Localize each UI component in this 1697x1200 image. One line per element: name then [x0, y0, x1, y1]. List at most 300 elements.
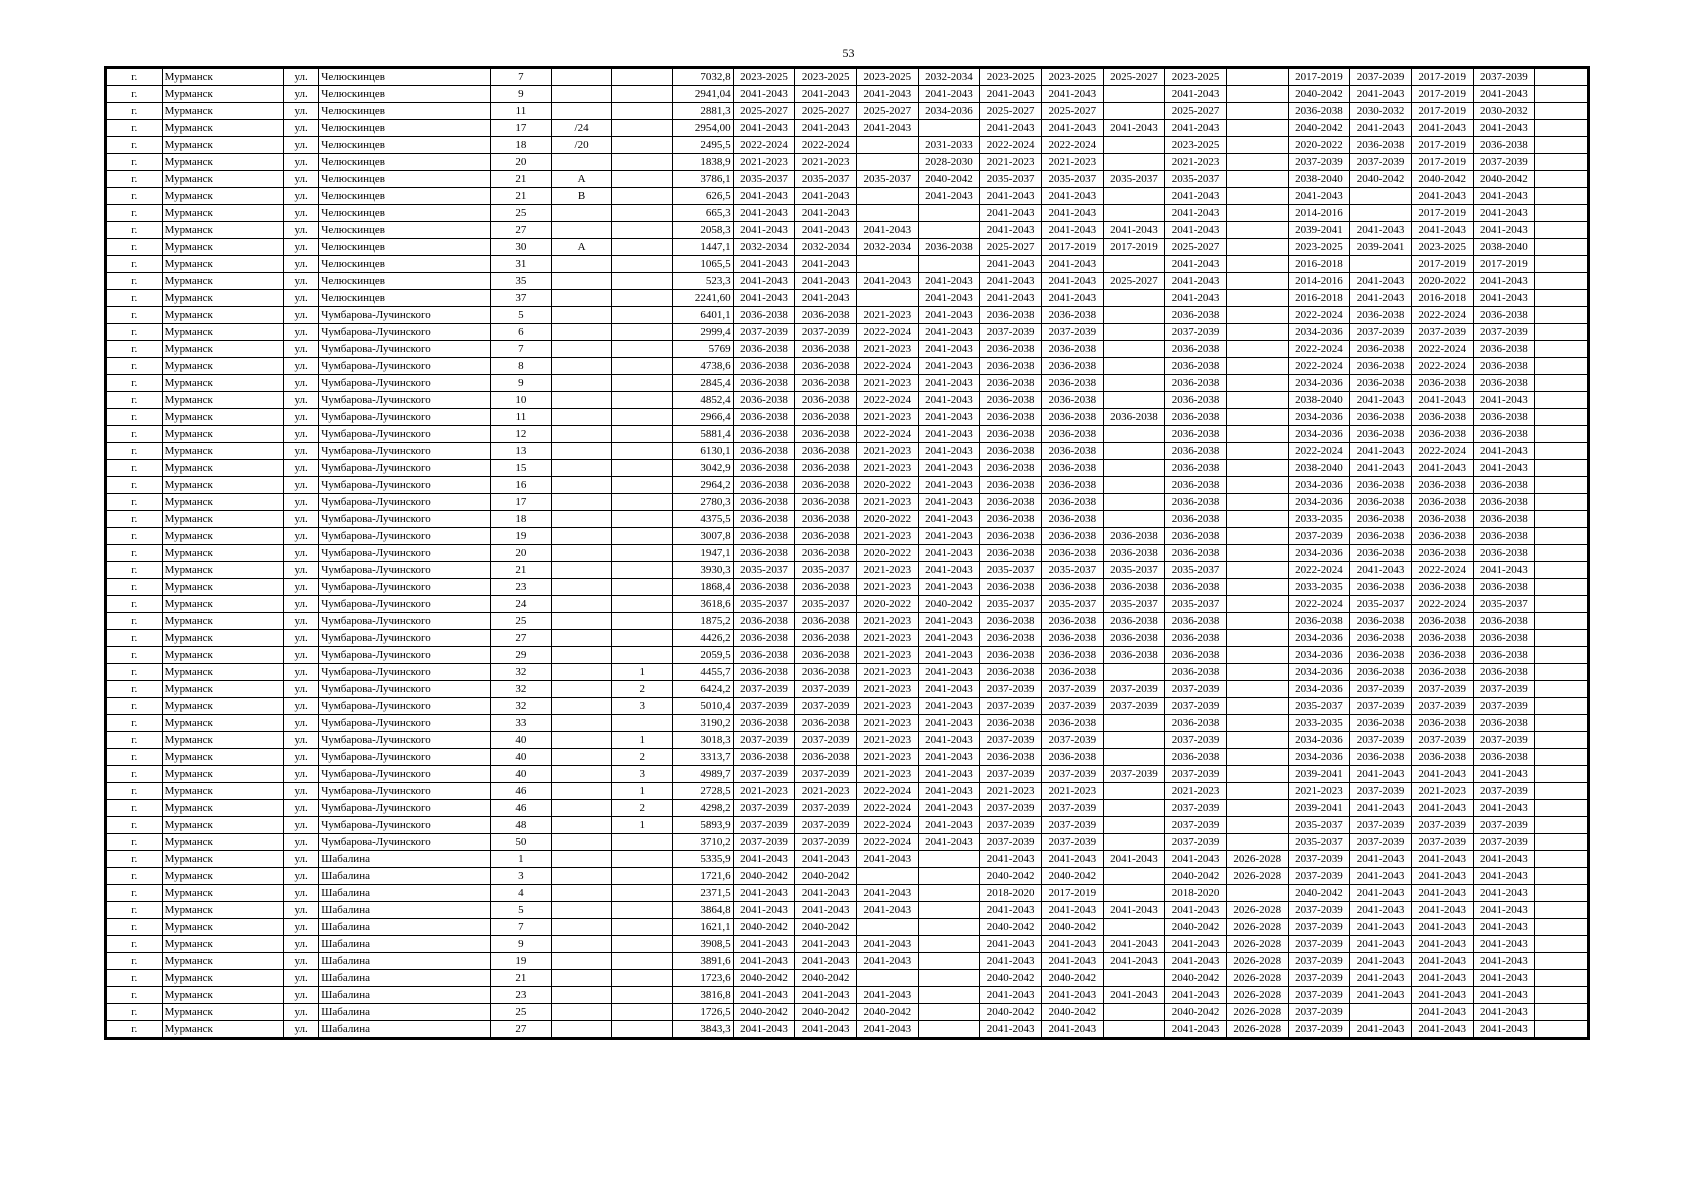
table-cell: ул.: [283, 171, 318, 188]
table-cell: 2037-2039: [1041, 681, 1103, 698]
table-cell: [1103, 511, 1165, 528]
table-cell: 2032-2034: [795, 239, 857, 256]
table-cell: Мурманск: [162, 477, 283, 494]
table-cell: 11: [491, 409, 552, 426]
table-cell: [1226, 205, 1288, 222]
table-cell: 2036-2038: [1411, 426, 1473, 443]
table-cell: 2041-2043: [918, 579, 980, 596]
table-row: [107, 324, 1588, 341]
table-cell: Челюскинцев: [319, 205, 491, 222]
table-cell-empty: [1535, 562, 1588, 579]
table-cell: 2728,5: [673, 783, 734, 800]
table-cell: ул.: [283, 902, 318, 919]
table-cell: 2036-2038: [795, 511, 857, 528]
table-cell-empty: [1535, 766, 1588, 783]
table-cell: Челюскинцев: [319, 171, 491, 188]
table-row: [107, 460, 1588, 477]
table-cell: ул.: [283, 392, 318, 409]
table-cell: [551, 749, 612, 766]
table-cell: 2036-2038: [980, 579, 1042, 596]
table-cell: [1103, 970, 1165, 987]
table-cell: г.: [107, 919, 163, 936]
table-cell: 2041-2043: [1473, 86, 1535, 103]
table-cell: ул.: [283, 358, 318, 375]
table-cell: 2040-2042: [1041, 919, 1103, 936]
table-cell: [551, 970, 612, 987]
table-cell: 2041-2043: [980, 902, 1042, 919]
table-cell: 2036-2038: [980, 613, 1042, 630]
table-cell: 2040-2042: [918, 596, 980, 613]
table-cell: 2036-2038: [733, 477, 795, 494]
table-cell: 2022-2024: [1411, 596, 1473, 613]
table-cell: 2036-2038: [980, 511, 1042, 528]
table-cell: [551, 715, 612, 732]
table-cell: Мурманск: [162, 613, 283, 630]
table-row: [107, 749, 1588, 766]
table-cell: 2036-2038: [1041, 613, 1103, 630]
table-cell: Шабалина: [319, 851, 491, 868]
table-cell: 1838,9: [673, 154, 734, 171]
table-cell: 2941,04: [673, 86, 734, 103]
table-cell: [551, 868, 612, 885]
table-cell: г.: [107, 630, 163, 647]
table-cell: [1226, 647, 1288, 664]
table-cell: 2025-2027: [980, 239, 1042, 256]
table-cell: Мурманск: [162, 205, 283, 222]
table-cell-empty: [1535, 1021, 1588, 1038]
table-cell-empty: [1535, 749, 1588, 766]
table-cell: [1350, 188, 1412, 205]
table-cell: 2041-2043: [1411, 188, 1473, 205]
table-cell: 2037-2039: [1473, 732, 1535, 749]
table-cell: [918, 205, 980, 222]
table-cell: Шабалина: [319, 970, 491, 987]
table-cell: 2022-2024: [1411, 443, 1473, 460]
table-cell: 2037-2039: [1165, 698, 1227, 715]
table-cell: Челюскинцев: [319, 86, 491, 103]
table-cell: 2034-2036: [1288, 630, 1350, 647]
table-cell: ул.: [283, 375, 318, 392]
table-cell: 7: [491, 341, 552, 358]
table-cell: 2041-2043: [918, 698, 980, 715]
table-cell: [1103, 324, 1165, 341]
table-cell: [918, 953, 980, 970]
table-cell: Мурманск: [162, 630, 283, 647]
table-cell: 2021-2023: [856, 562, 918, 579]
table-cell: 1: [612, 817, 673, 834]
table-cell: Мурманск: [162, 953, 283, 970]
table-cell: Мурманск: [162, 1004, 283, 1021]
table-cell-empty: [1535, 392, 1588, 409]
table-cell: 2041-2043: [856, 1021, 918, 1038]
table-cell: Мурманск: [162, 222, 283, 239]
table-cell: Мурманск: [162, 562, 283, 579]
table-cell: Мурманск: [162, 239, 283, 256]
table-cell: 2041-2043: [1473, 868, 1535, 885]
table-cell: [1103, 885, 1165, 902]
table-cell: 2040-2042: [1041, 1004, 1103, 1021]
table-cell: 2021-2023: [856, 375, 918, 392]
table-cell: 2040-2042: [1165, 1004, 1227, 1021]
table-cell-empty: [1535, 69, 1588, 86]
table-cell: Мурманск: [162, 358, 283, 375]
table-cell: [612, 188, 673, 205]
table-cell: Мурманск: [162, 902, 283, 919]
table-cell: Чумбарова-Лучинского: [319, 579, 491, 596]
table-cell-empty: [1535, 868, 1588, 885]
table-cell: 2035-2037: [1165, 562, 1227, 579]
table-cell: Чумбарова-Лучинского: [319, 528, 491, 545]
table-cell: 2025-2027: [1165, 239, 1227, 256]
table-cell: [1103, 205, 1165, 222]
table-cell: 2041-2043: [980, 936, 1042, 953]
table-cell: 2025-2027: [795, 103, 857, 120]
table-cell: 2371,5: [673, 885, 734, 902]
table-cell: 626,5: [673, 188, 734, 205]
table-cell: 2035-2037: [733, 596, 795, 613]
table-cell: 2036-2038: [1411, 630, 1473, 647]
table-cell: 2041-2043: [1165, 188, 1227, 205]
table-cell-empty: [1535, 953, 1588, 970]
table-cell: г.: [107, 936, 163, 953]
table-cell: 24: [491, 596, 552, 613]
table-cell: [551, 375, 612, 392]
table-cell: 4852,4: [673, 392, 734, 409]
table-cell: ул.: [283, 1021, 318, 1038]
table-cell: [551, 885, 612, 902]
table-cell: ул.: [283, 987, 318, 1004]
table-cell-empty: [1535, 613, 1588, 630]
table-cell-empty: [1535, 341, 1588, 358]
table-cell: 2041-2043: [1041, 205, 1103, 222]
table-cell: 2026-2028: [1226, 953, 1288, 970]
table-cell: /24: [551, 120, 612, 137]
table-row: [107, 834, 1588, 851]
table-cell: 2041-2043: [733, 205, 795, 222]
table-cell: 2032-2034: [733, 239, 795, 256]
table-cell: ул.: [283, 732, 318, 749]
table-cell: ул.: [283, 885, 318, 902]
table-cell: [1226, 341, 1288, 358]
table-cell: 2036-2038: [1411, 647, 1473, 664]
table-cell: 2020-2022: [1411, 273, 1473, 290]
table-cell: 2036-2038: [795, 494, 857, 511]
table-cell: Мурманск: [162, 103, 283, 120]
table-cell: 2041-2043: [1103, 222, 1165, 239]
table-row: [107, 1004, 1588, 1021]
table-cell: г.: [107, 239, 163, 256]
table-cell: 9: [491, 936, 552, 953]
table-cell: г.: [107, 681, 163, 698]
table-cell: 2041-2043: [1473, 902, 1535, 919]
table-cell: 2037-2039: [980, 817, 1042, 834]
table-cell: 13: [491, 443, 552, 460]
table-cell: г.: [107, 86, 163, 103]
table-cell: 2035-2037: [1103, 562, 1165, 579]
table-cell: 2036-2038: [733, 460, 795, 477]
table-cell: [551, 1021, 612, 1038]
table-cell: 2040-2042: [795, 868, 857, 885]
table-cell: 30: [491, 239, 552, 256]
table-cell: 2040-2042: [856, 1004, 918, 1021]
table-cell: 2036-2038: [1473, 426, 1535, 443]
table-cell: [918, 936, 980, 953]
table-cell: г.: [107, 324, 163, 341]
table-cell-empty: [1535, 1004, 1588, 1021]
table-cell: [612, 256, 673, 273]
table-cell: 2881,3: [673, 103, 734, 120]
table-cell-empty: [1535, 698, 1588, 715]
table-cell: 2034-2036: [1288, 664, 1350, 681]
table-cell: [551, 358, 612, 375]
table-cell: 2037-2039: [1165, 766, 1227, 783]
table-cell: 3313,7: [673, 749, 734, 766]
table-cell: 2041-2043: [856, 120, 918, 137]
table-cell: Мурманск: [162, 324, 283, 341]
table-row: [107, 290, 1588, 307]
table-cell: г.: [107, 460, 163, 477]
table-cell: 2022-2024: [1288, 443, 1350, 460]
table-cell: ул.: [283, 613, 318, 630]
table-cell: [1226, 171, 1288, 188]
table-cell: 2036-2038: [1041, 460, 1103, 477]
table-cell: Мурманск: [162, 460, 283, 477]
table-cell-empty: [1535, 800, 1588, 817]
table-cell: 2780,3: [673, 494, 734, 511]
table-cell: 2041-2043: [918, 800, 980, 817]
table-cell: 2041-2043: [1350, 562, 1412, 579]
table-cell: 2021-2023: [1041, 783, 1103, 800]
table-cell: 2041-2043: [856, 222, 918, 239]
table-cell-empty: [1535, 409, 1588, 426]
table-cell: 2041-2043: [1041, 222, 1103, 239]
table-cell: Мурманск: [162, 1021, 283, 1038]
table-cell: 2037-2039: [1411, 698, 1473, 715]
table-cell: [612, 205, 673, 222]
table-cell-empty: [1535, 647, 1588, 664]
table-cell: Чумбарова-Лучинского: [319, 698, 491, 715]
table-cell: 35: [491, 273, 552, 290]
table-cell: ул.: [283, 800, 318, 817]
table-cell-empty: [1535, 222, 1588, 239]
table-cell: 23: [491, 987, 552, 1004]
table-cell: 2041-2043: [733, 1021, 795, 1038]
housing-repair-schedule-table: [106, 68, 1588, 1038]
table-cell: 2036-2038: [1473, 528, 1535, 545]
table-cell: 2041-2043: [795, 851, 857, 868]
table-cell-empty: [1535, 273, 1588, 290]
table-cell: 2041-2043: [795, 885, 857, 902]
table-cell: 2041-2043: [1473, 936, 1535, 953]
table-cell: 2041-2043: [918, 426, 980, 443]
table-cell: Мурманск: [162, 528, 283, 545]
table-cell: 2026-2028: [1226, 936, 1288, 953]
table-cell: [1226, 375, 1288, 392]
table-cell: 2041-2043: [1411, 800, 1473, 817]
table-cell: 2036-2038: [1473, 137, 1535, 154]
table-cell: 9: [491, 375, 552, 392]
table-cell: 2041-2043: [918, 732, 980, 749]
table-cell: [612, 273, 673, 290]
table-row: [107, 426, 1588, 443]
table-cell: 2023-2025: [795, 69, 857, 86]
table-cell: 7: [491, 919, 552, 936]
table-cell: 2036-2038: [1473, 494, 1535, 511]
table-cell: 2036-2038: [1473, 613, 1535, 630]
table-cell: ул.: [283, 494, 318, 511]
table-cell: 2041-2043: [918, 545, 980, 562]
table-cell: 27: [491, 222, 552, 239]
table-cell: ул.: [283, 579, 318, 596]
table-cell: 6: [491, 324, 552, 341]
table-cell: ул.: [283, 222, 318, 239]
table-cell: [612, 239, 673, 256]
table-cell: Чумбарова-Лучинского: [319, 783, 491, 800]
table-cell: 2040-2042: [918, 171, 980, 188]
table-cell: 2036-2038: [980, 630, 1042, 647]
table-cell: 2041-2043: [1165, 86, 1227, 103]
table-cell: 7: [491, 69, 552, 86]
table-cell: [612, 477, 673, 494]
table-cell: Мурманск: [162, 579, 283, 596]
table-cell: [1226, 749, 1288, 766]
table-cell: 2036-2038: [733, 613, 795, 630]
table-cell: [1103, 749, 1165, 766]
table-cell: 2036-2038: [980, 647, 1042, 664]
table-cell: [856, 256, 918, 273]
table-cell: г.: [107, 783, 163, 800]
table-cell: 2036-2038: [1103, 579, 1165, 596]
table-cell: 2036-2038: [795, 392, 857, 409]
table-cell: ул.: [283, 188, 318, 205]
table-cell: 2037-2039: [1350, 698, 1412, 715]
table-cell: Мурманск: [162, 69, 283, 86]
table-cell: 2022-2024: [856, 783, 918, 800]
table-cell: 2036-2038: [1041, 528, 1103, 545]
table-cell: [918, 120, 980, 137]
table-cell: 2036-2038: [980, 375, 1042, 392]
table-cell: 2025-2027: [856, 103, 918, 120]
table-cell: 2040-2042: [1411, 171, 1473, 188]
table-cell: г.: [107, 273, 163, 290]
table-row: [107, 120, 1588, 137]
table-cell: 2041-2043: [1165, 256, 1227, 273]
table-cell: 2020-2022: [856, 596, 918, 613]
table-cell: 2035-2037: [1103, 171, 1165, 188]
table-cell: 2023-2025: [1411, 239, 1473, 256]
table-cell: 2041-2043: [1350, 800, 1412, 817]
table-cell-empty: [1535, 987, 1588, 1004]
table-cell: 2036-2038: [795, 545, 857, 562]
table-cell: [551, 562, 612, 579]
table-cell: 2036-2038: [1165, 715, 1227, 732]
table-cell: [1226, 732, 1288, 749]
table-cell: г.: [107, 392, 163, 409]
table-cell: [612, 987, 673, 1004]
table-cell: ул.: [283, 953, 318, 970]
table-cell: 2041-2043: [1165, 273, 1227, 290]
table-cell: 2037-2039: [1350, 732, 1412, 749]
table-cell: ул.: [283, 817, 318, 834]
table-cell: 2041-2043: [1103, 936, 1165, 953]
table-cell: 2036-2038: [733, 715, 795, 732]
table-cell: [856, 137, 918, 154]
table-cell: [1226, 715, 1288, 732]
table-cell: [551, 392, 612, 409]
table-cell: [1103, 188, 1165, 205]
table-cell: ул.: [283, 120, 318, 137]
table-cell: [551, 613, 612, 630]
table-cell: [918, 1004, 980, 1021]
table-cell: 2041-2043: [733, 86, 795, 103]
table-cell-empty: [1535, 290, 1588, 307]
table-cell: 2022-2024: [856, 834, 918, 851]
table-cell: 2021-2023: [856, 341, 918, 358]
table-cell: 2059,5: [673, 647, 734, 664]
table-cell: 2036-2038: [1473, 511, 1535, 528]
table-cell: 2041-2043: [1411, 851, 1473, 868]
table-row: [107, 953, 1588, 970]
table-cell: [551, 494, 612, 511]
table-cell: 2036-2038: [733, 647, 795, 664]
table-cell: 2035-2037: [795, 596, 857, 613]
table-cell: 2041-2043: [918, 307, 980, 324]
table-cell: 2041-2043: [918, 613, 980, 630]
table-cell: 2037-2039: [1165, 800, 1227, 817]
table-cell: 2041-2043: [1473, 851, 1535, 868]
table-cell: 2036-2038: [1473, 545, 1535, 562]
table-cell: [612, 460, 673, 477]
table-cell: 2026-2028: [1226, 868, 1288, 885]
table-cell: [612, 528, 673, 545]
table-cell: 2032-2034: [856, 239, 918, 256]
table-cell: 2040-2042: [1288, 86, 1350, 103]
table-cell-empty: [1535, 528, 1588, 545]
table-cell: 2041-2043: [1411, 987, 1473, 1004]
table-cell: 3: [491, 868, 552, 885]
table-cell: 2041-2043: [1350, 953, 1412, 970]
table-cell: г.: [107, 409, 163, 426]
table-cell: 2037-2039: [1473, 681, 1535, 698]
table-cell: 23: [491, 579, 552, 596]
table-cell: 2040-2042: [1288, 120, 1350, 137]
table-cell: 2040-2042: [733, 868, 795, 885]
table-cell: 37: [491, 290, 552, 307]
table-cell: ул.: [283, 511, 318, 528]
table-cell: 5: [491, 902, 552, 919]
table-cell: 2036-2038: [980, 443, 1042, 460]
table-row: [107, 375, 1588, 392]
table-cell: Мурманск: [162, 290, 283, 307]
table-cell: 21: [491, 171, 552, 188]
table-cell: 2041-2043: [980, 188, 1042, 205]
table-cell: 2041-2043: [918, 375, 980, 392]
table-row: [107, 409, 1588, 426]
table-cell: ул.: [283, 205, 318, 222]
table-cell: г.: [107, 528, 163, 545]
table-cell: 2036-2038: [1473, 358, 1535, 375]
table-cell: 3018,3: [673, 732, 734, 749]
table-row: [107, 732, 1588, 749]
table-cell: [612, 953, 673, 970]
table-cell: [1350, 256, 1412, 273]
table-cell: 1726,5: [673, 1004, 734, 1021]
table-cell: г.: [107, 817, 163, 834]
table-cell: 4: [491, 885, 552, 902]
table-cell: 2041-2043: [980, 851, 1042, 868]
table-cell: [612, 103, 673, 120]
table-cell: 2037-2039: [1288, 1004, 1350, 1021]
